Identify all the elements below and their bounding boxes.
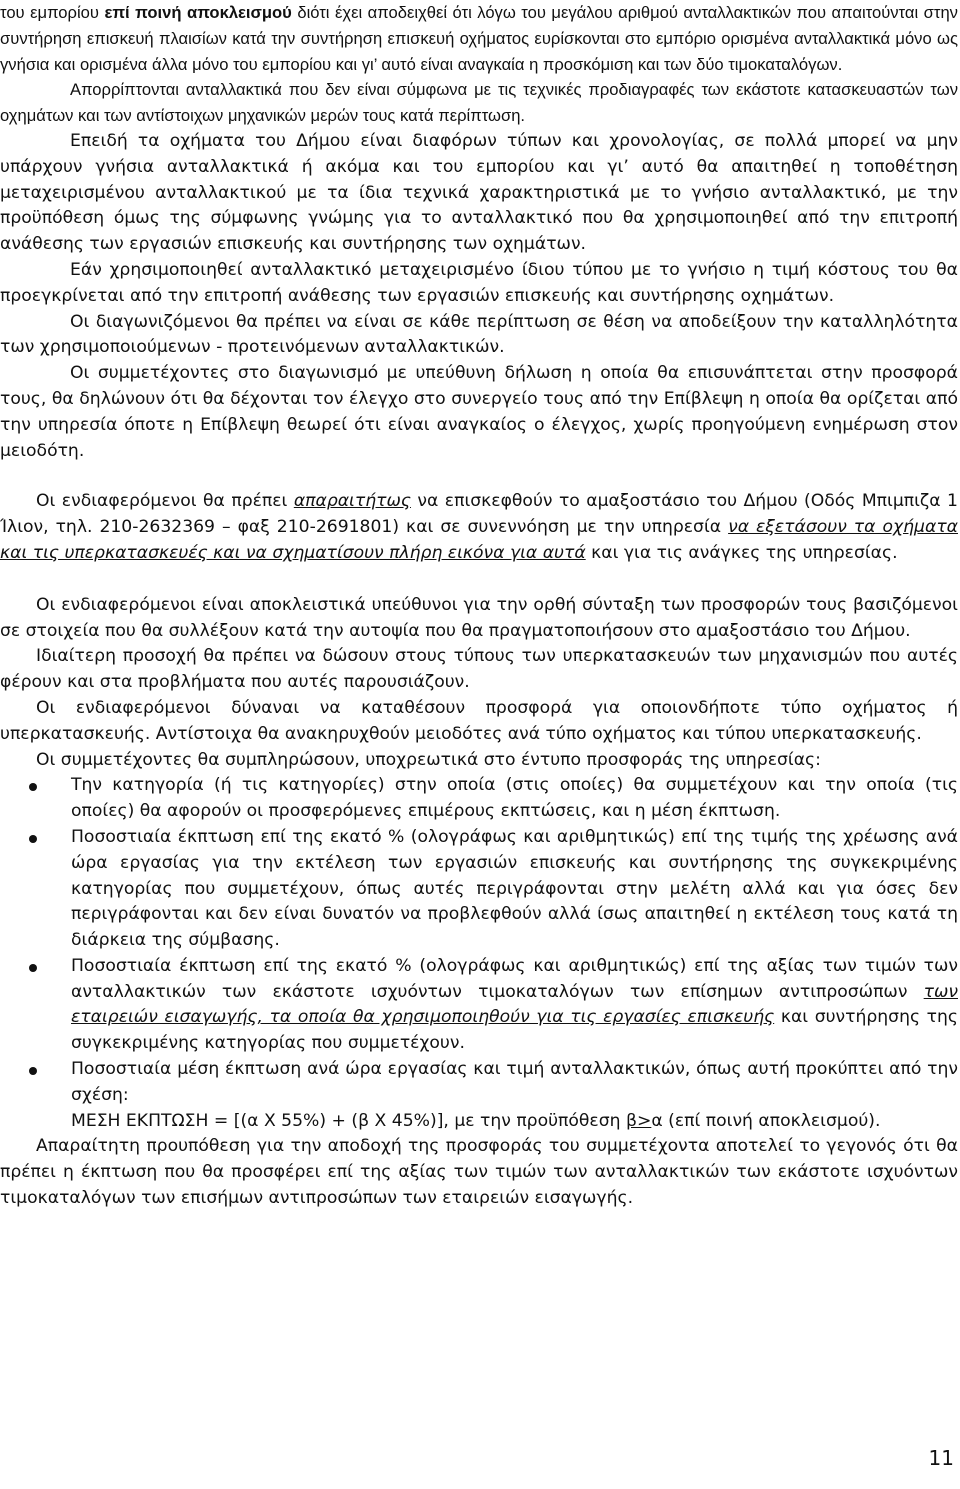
paragraph-attention: Ιδιαίτερη προσοχή θα πρέπει να δώσουν στους τύπους των υπερκατασκευών των μηχανισμών που αυτές φέρουν και στα προβλήματα που αυτές παρουσιάζουν. (0, 646, 958, 693)
list-item-text: Ποσοστιαία μέση έκπτωση ανά ώρα εργασίας και τιμή ανταλλακτικών, όπως αυτή προκύπτει από την σχέση: (71, 1059, 958, 1105)
bold-exclusion-text: επί ποινή αποκλεισμού (104, 3, 292, 22)
paragraph-used-parts: Επειδή τα οχήματα του Δήμου είναι διαφόρων τύπων και χρονολογίας, σε πολλά μπορεί να μην υπάρχουν γνήσια ανταλλακτικά ή ακόμα και του εμπορίου και γι’ αυτό θα απαιτηθεί η τοποθέτηση μεταχειρισμένου ανταλλακτικού με τα ίδια τεχνικά χαρακτηριστικά με το γνήσιο ανταλλακτικό, με την προϋπόθεση όμως της σύμφωνης γνώμης για το ανταλλακτικό που θα χρησιμοποιηθεί από την επιτροπή ανάθεσης των εργασιών επισκευής και συντήρησης των οχημάτων. (0, 130, 958, 255)
list-item-text: Ποσοστιαία έκπτωση επί της εκατό % (ολογράφως και αριθμητικώς) επί της τιμής της χρέωσης ανά ώρα εργασίας για την εκτέλεση των εργασιών επισκευής και συντήρησης της συγκεκριμένης κατηγορίας που συμμετέχουν, όπως αυτές περιγράφονται στην μελέτη αλλά και για όσες δεν περιγράφονται και δεν είναι δυνατόν να προβλεφθούν αλλά ίσως απαιτηθεί η εκτέλεση τους κατά τη διάρκεια της σύμβασης. (71, 826, 958, 951)
text-run: Οι ενδιαφερόμενοι θα πρέπει (36, 491, 294, 512)
offer-requirements-list (0, 773, 958, 1134)
text-run: διότι έχει αποδειχθεί ότι λόγω του μεγάλου αριθμού ανταλλακτικών που απαιτούνται στην συντήρηση επισκευή πλαισίων κατά την συντήρηση επισκευή οχήματος ευρίσκονται στο εμπόριο ορισμένα ανταλλακτικά μόνο ως γνήσια και ορισμένα άλλα μόνο του εμπορίου και γι’ αυτό είναι αναγκαία η προσκόμιση και των δύο τιμοκαταλόγων. (0, 3, 958, 74)
emphasis-text: των εταιρειών εισαγωγής, τα οποία θα χρησιμοποιηθούν για τις εργασίες επισκευής (71, 981, 958, 1028)
paragraph-inspection: Οι συμμετέχοντες στο διαγωνισμό με υπεύθυνη δήλωση η οποία θα επισυνάπτεται στην προσφορά τους, θα δηλώνουν ότι θα δέχονται τον έλεγχο στο συνεργείο τους από την Επίβλεψη η οποία θα ορίζεται από την υπηρεσία όποτε η Επίβλεψη θεωρεί ότι είναι αναγκαίος ο έλεγχος, χωρίς προηγούμενη ενημέρωση στον μειοδότη. (0, 363, 958, 461)
paragraph-used-part-cost: Εάν χρησιμοποιηθεί ανταλλακτικό μεταχειρισμένο ίδιου τύπου με το γνήσιο η τιμή κόστους του θα προεγκρίνεται από την επιτροπή ανάθεσης των εργασιών επισκευής και συντήρησης οχημάτων. (0, 259, 958, 306)
text-run: να επισκεφθούν το αμαξοστάσιο του Δήμου (Οδός Μπιμπιζα 1 Ίλιον, τηλ. 210-2632369 – φαξ 210-2691801) και σε συνεννόηση με την υπηρεσία (0, 491, 958, 538)
bullet-icon (29, 783, 37, 791)
list-item-text: Την κατηγορία (ή τις κατηγορίες) στην οποία (στις οποίες) θα συμμετέχουν και την οποία (τις οποίες) θα αφορούν οι προσφερόμενες επιμέρους εκπτώσεις, και η μέση έκπτωση. (71, 775, 958, 822)
paragraph-offer-form: Οι συμμετέχοντες θα συμπληρώσουν, υποχρεωτικά στο έντυπο προσφοράς της υπηρεσίας: (36, 749, 821, 770)
list-item (0, 825, 958, 954)
text-run: του εμπορίου (0, 3, 105, 22)
text-run: και για τις ανάγκες της υπηρεσίας. (585, 542, 898, 563)
list-item (0, 954, 958, 1057)
formula-text: α (επί ποινή αποκλεισμού). (651, 1110, 881, 1131)
paragraph-depot-visit (0, 489, 958, 566)
formula-condition: β> (625, 1110, 652, 1131)
list-item-text: και συντήρησης της συγκεκριμένης κατηγορίας που συμμετέχουν. (71, 1007, 958, 1054)
bullet-icon (29, 964, 37, 972)
page-number: 11 (928, 1446, 954, 1470)
bullet-icon (29, 1067, 37, 1075)
paragraph-prerequisite: Απαραίτητη προυπόθεση για την αποδοχή της προσφοράς του συμμετέχοντα αποτελεί το γεγονός ότι θα πρέπει η έκπτωση που θα προσφέρει επί της αξίας των τιμών των ανταλλακτικών των εκάστοτε ισχυόντων τιμοκαταλόγων των επισήμων αντιπροσώπων των εταιρειών εισαγωγής. (0, 1136, 958, 1209)
list-item (0, 1057, 958, 1134)
emphasis-text: να εξετάσουν τα οχήματα και τις υπερκατασκευές και να σχηματίσουν πλήρη εικόνα για αυτά (0, 517, 958, 563)
list-item-text: Ποσοστιαία έκπτωση επί της εκατό % (ολογράφως και αριθμητικώς) επί της αξίας των τιμών των ανταλλακτικών των εκάστοτε ισχυόντων τιμοκαταλόγων των επίσημων αντιπροσώπων (71, 955, 958, 1002)
list-item (0, 773, 958, 825)
paragraph-responsibility: Οι ενδιαφερόμενοι είναι αποκλειστικά υπεύθυνοι για την ορθή σύνταξη των προσφορών τους βασιζόμενοι σε στοιχεία που θα συλλέξουν κατά την αυτοψία που θα πραγματοποιήσουν στο αμαξοστάσιο του Δήμου. (0, 594, 958, 641)
bullet-icon (29, 835, 37, 843)
emphasis-text: απαραιτήτως (293, 491, 411, 512)
paragraph-rejected-parts: Απορρίπτονται ανταλλακτικά που δεν είναι σύμφωνα με τις τεχνικές προδιαγραφές των εκάστοτε κατασκευαστών των οχημάτων και των αντίστοιχων μηχανικών μερών τους κατά περίπτωση. (0, 80, 958, 126)
paragraph-suitability: Οι διαγωνιζόμενοι θα πρέπει να είναι σε κάθε περίπτωση σε θέση να αποδείξουν την καταλληλότητα των χρησιμοποιούμενων - προτεινόμενων ανταλλακτικών. (0, 311, 958, 358)
paragraph-spare-parts-catalogs (0, 0, 958, 77)
paragraph-offer-types: Οι ενδιαφερόμενοι δύναναι να καταθέσουν προσφορά για οποιονδήποτε τύπο οχήματος ή υπερκατασκευής. Αντίστοιχα θα ανακηρυχθούν μειοδότες ανά τύπο οχήματος και τύπου υπερκατασκευής. (0, 697, 958, 744)
formula-text: ΜΕΣΗ ΕΚΠΤΩΣΗ = [(α Χ 55%) + (β Χ 45%)], με την προϋπόθεση (71, 1110, 626, 1131)
